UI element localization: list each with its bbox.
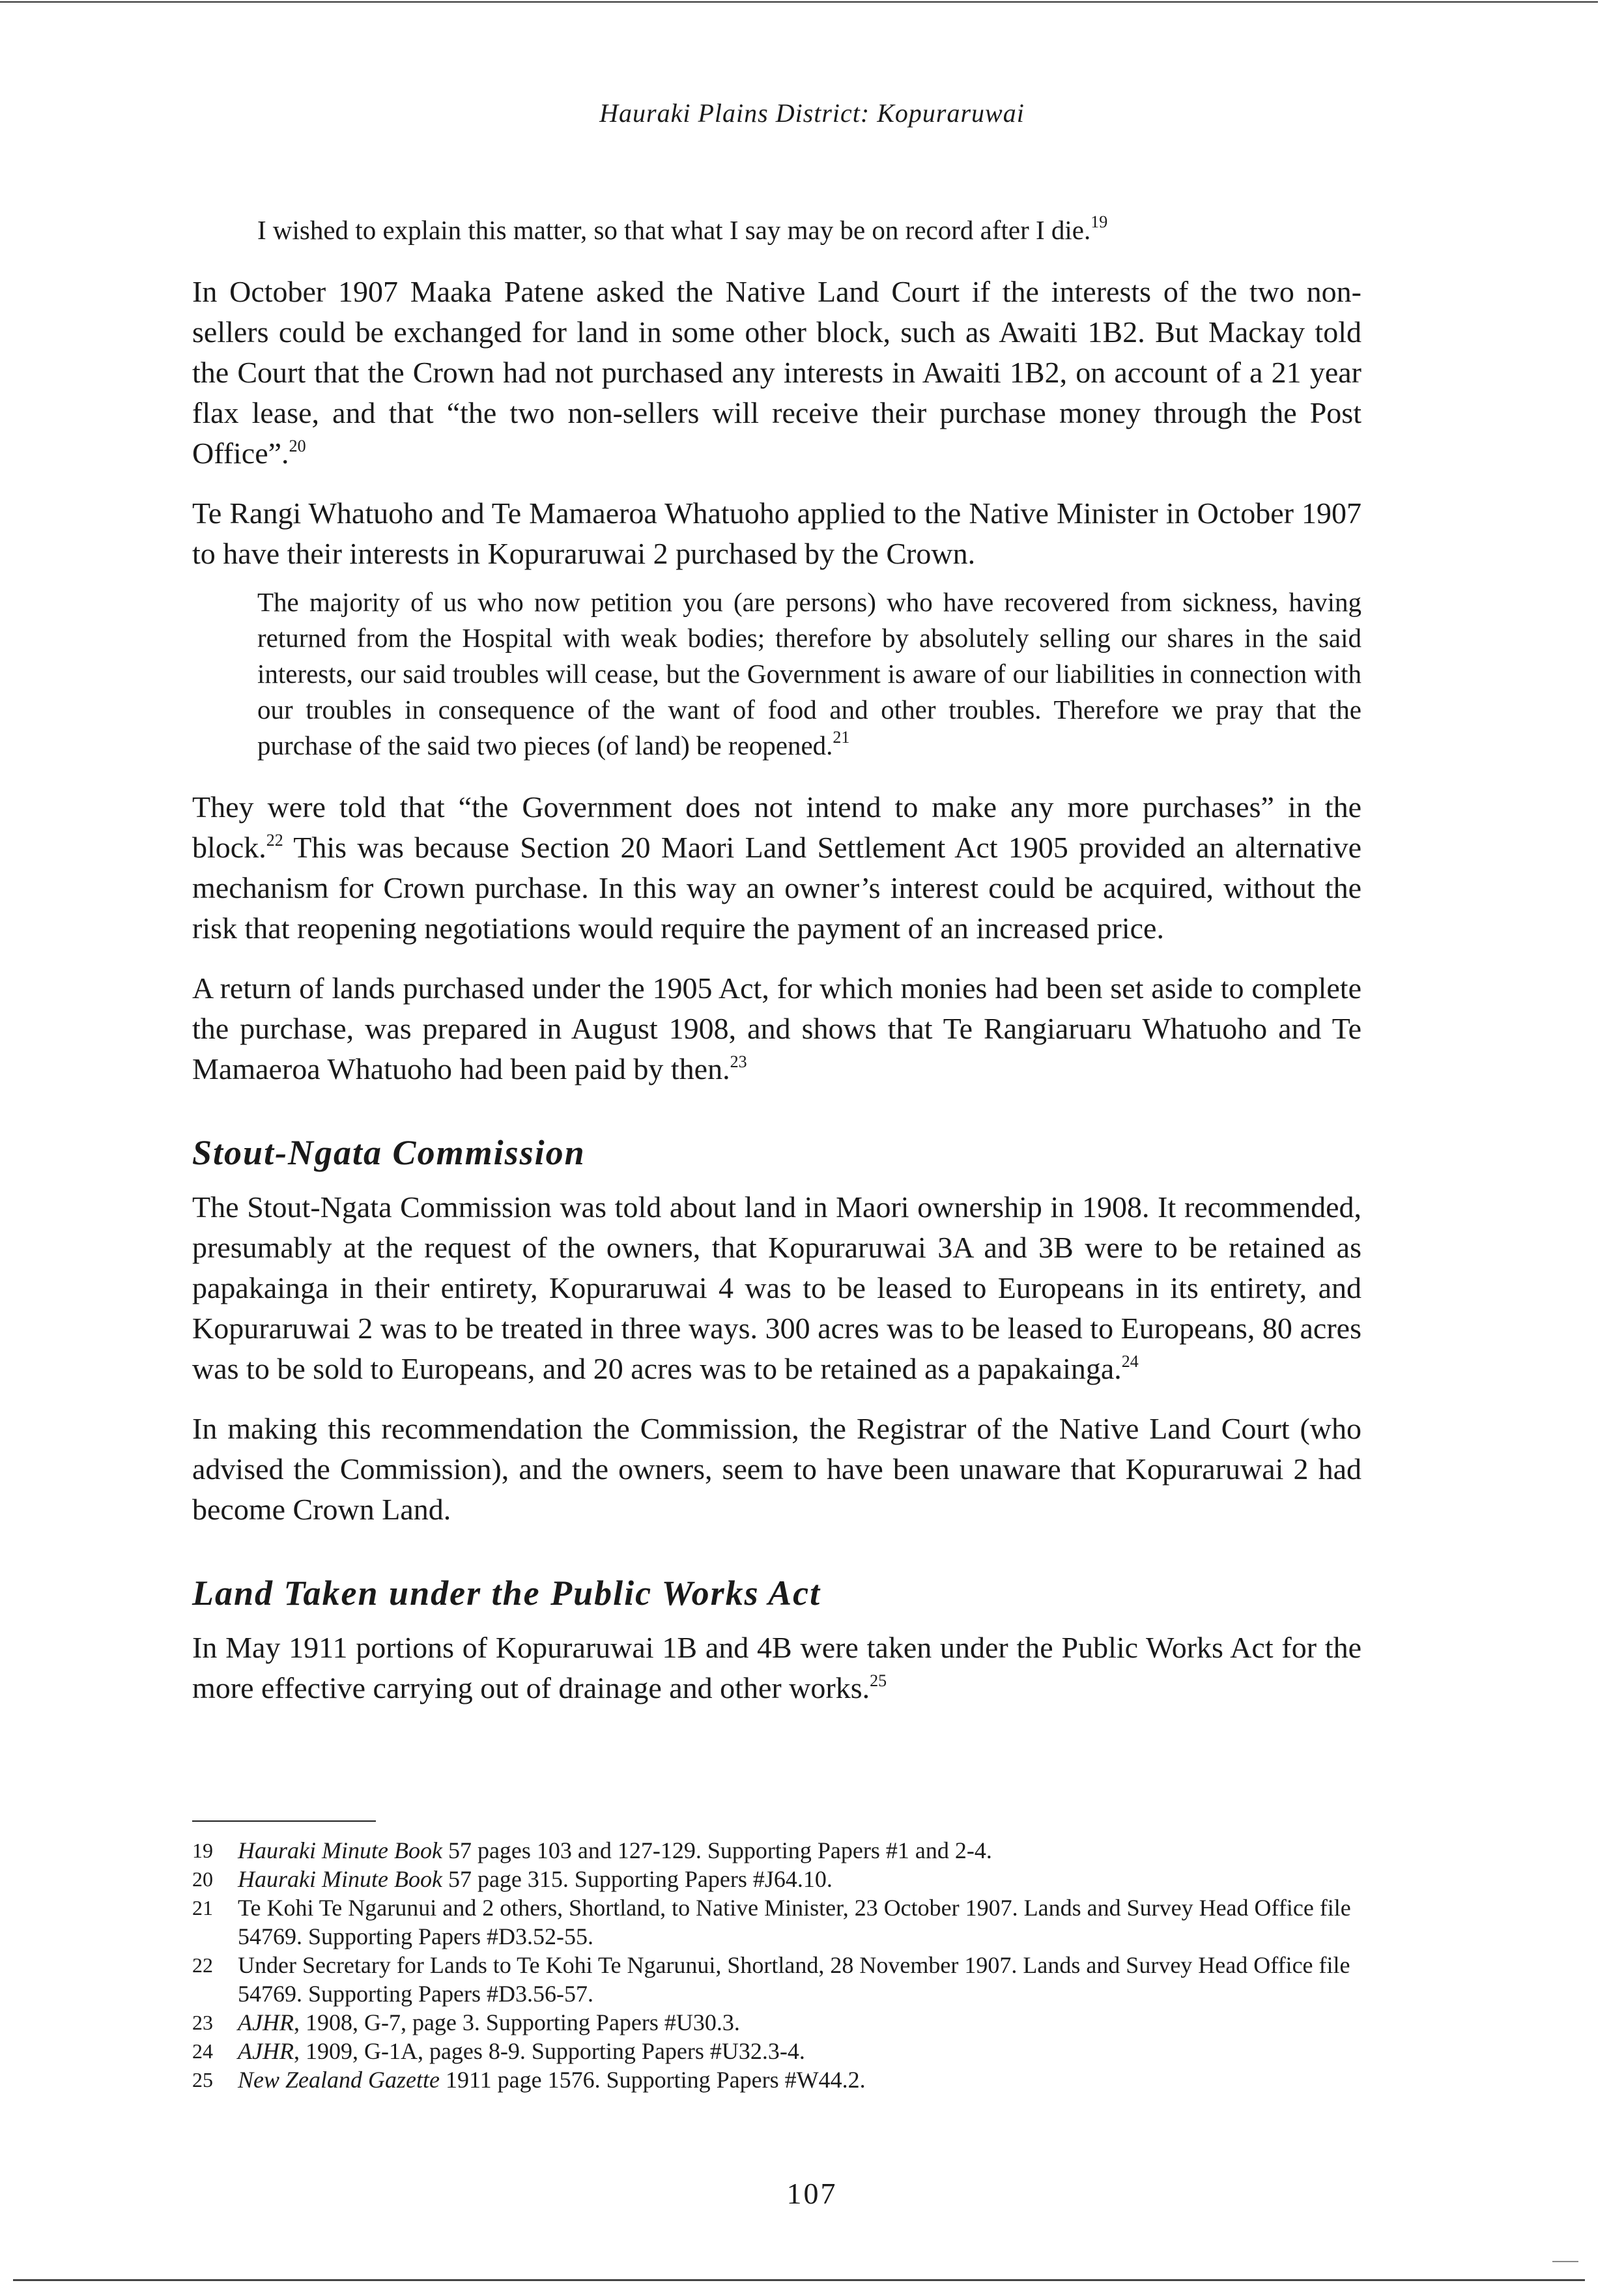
paragraph-7 <box>192 1628 1361 1708</box>
paragraph-1-text: In October 1907 Maaka Patene asked the Native Land Court if the interests of the two non-sellers could be exchanged for land in some other block, such as Awaiti 1B2. But Mackay told the Court that the Crown had not purchased any interests in Awaiti 1B2, on account of a 21 year flax lease, and that “the two non-sellers will receive their purchase money through the Post Office”. <box>192 275 1361 470</box>
footnote-detail: 1911 page 1576. Supporting Papers #W44.2. <box>439 2067 866 2093</box>
block-quote-1 <box>257 212 1361 248</box>
block-quote-2 <box>257 584 1361 764</box>
footnote-22 <box>192 1951 1365 2008</box>
paragraph-5 <box>192 1187 1361 1389</box>
footnote-number: 24 <box>192 2039 213 2063</box>
main-text <box>192 212 1361 1708</box>
page-number: 107 <box>786 2177 838 2210</box>
footnote-25 <box>192 2065 1365 2094</box>
footnote-text <box>238 1951 1365 2008</box>
footnote-number: 23 <box>192 2011 213 2034</box>
footnote-source-title: New Zealand Gazette <box>238 2067 440 2093</box>
footnote-separator <box>192 1820 376 1822</box>
paragraph-3 <box>192 787 1361 949</box>
paragraph-7-text: In May 1911 portions of Kopuraruwai 1B and 4B were taken under the Public Works Act for the more effective carrying out of drainage and other works. <box>192 1631 1361 1704</box>
running-header: Hauraki Plains District: Kopuraruwai <box>599 98 1025 128</box>
footnote-text <box>238 2065 1365 2094</box>
paragraph-4-text: A return of lands purchased under the 1905 Act, for which monies had been set aside to complete the purchase, was prepared in August 1908, and shows that Te Rangiaruaru Whatuoho and Te Mamaeroa Whatuoho had been paid by then. <box>192 971 1361 1085</box>
paragraph-3-text-b: This was because Section 20 Maori Land Settlement Act 1905 provided an alternative mechanism for Crown purchase. In this way an owner’s interest could be acquired, without the risk that reopening negotiations would require the payment of an increased price. <box>192 831 1361 945</box>
footnote-19 <box>192 1836 1365 1865</box>
footnote-source-title: Hauraki Minute Book <box>238 1866 442 1892</box>
footnote-number: 21 <box>192 1896 213 1919</box>
footnote-ref-21[interactable]: 21 <box>833 728 850 747</box>
footnote-ref-22[interactable]: 22 <box>266 831 283 850</box>
footnote-text <box>238 1836 1365 1865</box>
footnote-source-title: AJHR <box>238 2009 294 2035</box>
footnote-ref-25[interactable]: 25 <box>870 1671 887 1690</box>
section-heading-stout-ngata: Stout-Ngata Commission <box>192 1133 586 1172</box>
block-quote-1-text: I wished to explain this matter, so that what I say may be on record after I die. <box>257 215 1091 245</box>
footnote-number: 25 <box>192 2068 213 2091</box>
footnote-text <box>238 2008 1365 2037</box>
footnotes <box>192 1836 1365 2094</box>
footnote-number: 19 <box>192 1839 213 1862</box>
footnote-ref-19[interactable]: 19 <box>1090 212 1108 231</box>
footnote-24 <box>192 2037 1365 2065</box>
top-rule <box>0 1 1598 3</box>
footnote-source-title: AJHR <box>238 2038 294 2064</box>
footnote-text <box>238 1865 1365 1893</box>
footnote-ref-24[interactable]: 24 <box>1121 1352 1139 1371</box>
paragraph-4 <box>192 968 1361 1089</box>
footnote-ref-20[interactable]: 20 <box>289 437 306 455</box>
section-heading-public-works: Land Taken under the Public Works Act <box>192 1574 821 1613</box>
paragraph-6: In making this recommendation the Commission, the Registrar of the Native Land Court (who advised the Commission), and the owners, seem to have been unaware that Kopuraruwai 2 had become Crown Land. <box>192 1412 1361 1526</box>
paragraph-5-text: The Stout-Ngata Commission was told about land in Maori ownership in 1908. It recommended, presumably at the request of the owners, that Kopuraruwai 3A and 3B were to be retained as papakainga in their entirety, Kopuraruwai 4 was to be leased to Europeans in its entirety, and Kopuraruwai 2 was to be treated in three ways. 300 acres was to be leased to Europeans, 80 acres was to be sold to Europeans, and 20 acres was to be retained as a papakainga. <box>192 1190 1361 1385</box>
footnote-detail: , 1908, G-7, page 3. Supporting Papers #U30.3. <box>293 2009 740 2035</box>
bottom-rule <box>13 2279 1585 2281</box>
footnote-detail: 57 page 315. Supporting Papers #J64.10. <box>442 1866 833 1892</box>
footnote-detail: , 1909, G-1A, pages 8-9. Supporting Papers #U32.3-4. <box>293 2038 805 2064</box>
footnote-number: 20 <box>192 1867 213 1891</box>
scan-mark <box>1552 2261 1578 2262</box>
footnote-number: 22 <box>192 1953 213 1977</box>
footnote-source-title: Hauraki Minute Book <box>238 1837 442 1863</box>
footnote-text <box>238 2037 1365 2065</box>
footnote-text <box>238 1893 1365 1951</box>
footnote-detail: 57 pages 103 and 127-129. Supporting Papers #1 and 2-4. <box>442 1837 992 1863</box>
footnote-21 <box>192 1893 1365 1951</box>
footnote-detail: Under Secretary for Lands to Te Kohi Te Ngarunui, Shortland, 28 November 1907. Lands and Survey Head Office file 54769. Supporting Papers #D3.56-57. <box>238 1952 1350 2007</box>
footnote-detail: Te Kohi Te Ngarunui and 2 others, Shortland, to Native Minister, 23 October 1907. Lands and Survey Head Office file 54769. Supporting Papers #D3.52-55. <box>238 1895 1351 1949</box>
block-quote-2-text: The majority of us who now petition you (are persons) who have recovered from sickness, having returned from the Hospital with weak bodies; therefore by absolutely selling our shares in the said interests, our said troubles will cease, but the Government is aware of our liabilities in connection with our troubles in consequence of the want of food and other troubles. Therefore we pray that the purchase of the said two pieces (of land) be reopened. <box>257 587 1361 760</box>
paragraph-2: Te Rangi Whatuoho and Te Mamaeroa Whatuoho applied to the Native Minister in October 1907 to have their interests in Kopuraruwai 2 purchased by the Crown. <box>192 496 1361 570</box>
paragraph-1 <box>192 272 1361 474</box>
footnote-20 <box>192 1865 1365 1893</box>
paragraph-3-text-a: They were told that “the Government does not intend to make any more purchases” in the block. <box>192 790 1361 864</box>
footnote-ref-23[interactable]: 23 <box>730 1052 747 1071</box>
footnote-23 <box>192 2008 1365 2037</box>
